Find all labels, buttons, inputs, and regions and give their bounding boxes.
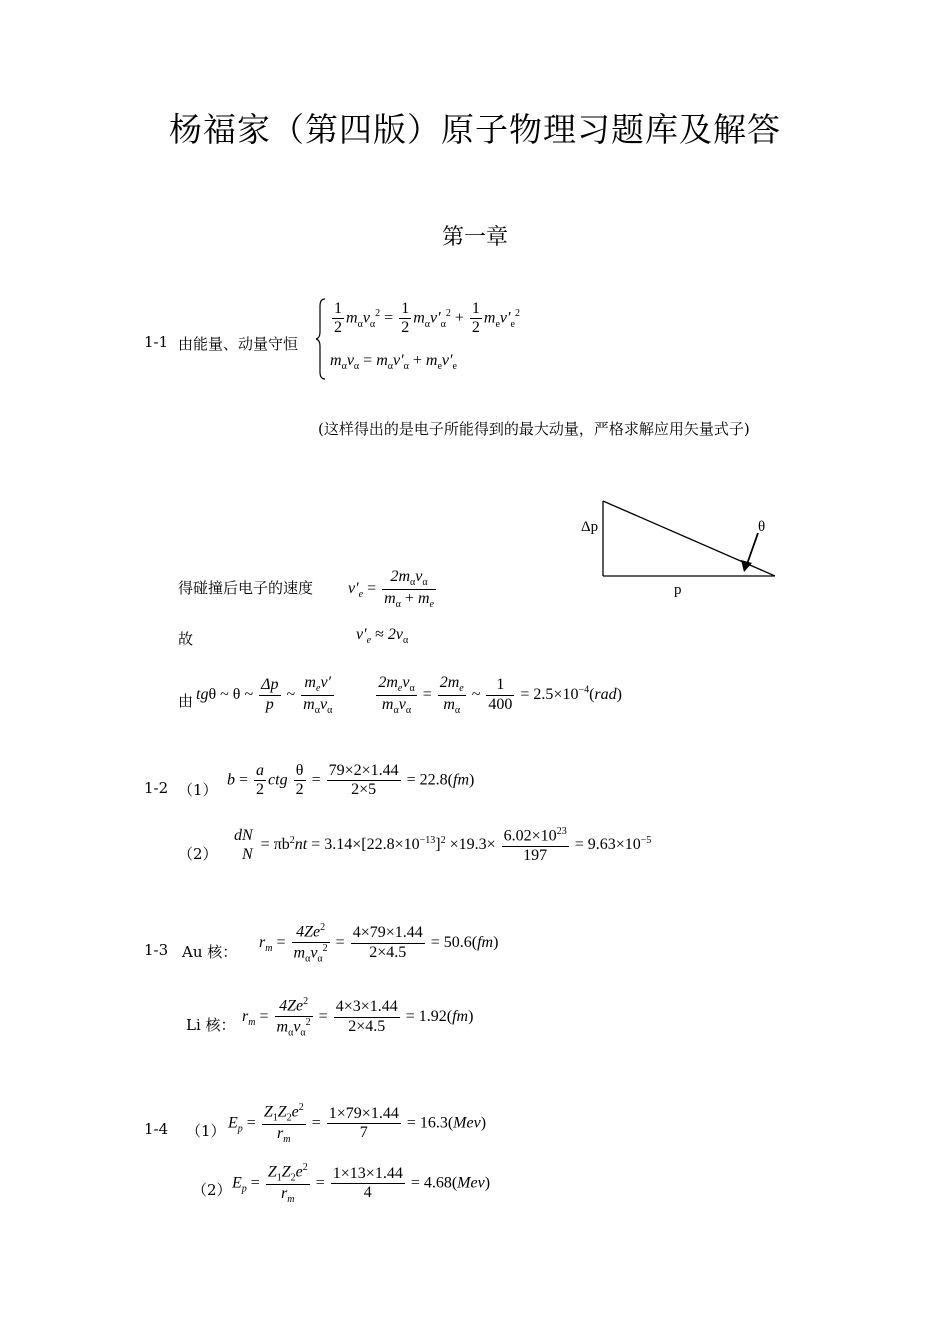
potential-energy-equation-2: $E_p$ = $\frac{Z_1Z_2e^2}{r_m}$ = $\frac{1\times 13\times 1.44}{4}$ = 4.68(Mev) — [232, 1162, 491, 1206]
nucleus-label-li: Li 核： — [186, 1016, 236, 1034]
angle-arrowhead — [741, 560, 752, 572]
energy-equation: $\frac{1}{2}$ $m_\alpha v_\alpha^2$ = $\frac{1}{2}$ $m_\alpha v'_\alpha^2$ + $\frac{1}{2}$ $m_ev'_e^2$ — [334, 300, 520, 337]
fraction-scattered-equation: dN N = $\pi b^2nt = 3.14\times[22.8\times 10^{-13}]^2 \times 19.3\times$ $\frac{6.02\times 10^{23}}{197}$ = $9.63\times 10^{-5}$ — [234, 826, 652, 864]
velocity-equation: $v'_e$ = $\frac{2m_\alpha v_\alpha}{m_\alpha + m_e}$ — [348, 568, 434, 610]
problem-number: 1-2 — [144, 779, 169, 797]
problem-number: 1-1 — [144, 333, 169, 351]
delta-p-label: Δp — [581, 519, 599, 535]
part-label: （1） — [186, 1122, 226, 1140]
chapter-heading: 第一章 — [441, 225, 508, 250]
part-label: （2） — [178, 845, 218, 863]
note-text: (这样得出的是电子所能得到的最大动量，严格求解应用矢量式子) — [318, 420, 750, 438]
so-equation: $v'_e \approx 2v_\alpha$ — [356, 626, 409, 647]
problem-number: 1-3 — [144, 941, 169, 959]
p-label: p — [674, 582, 682, 598]
momentum-triangle-diagram — [570, 495, 790, 600]
part-label: （1） — [178, 781, 218, 799]
problem-number: 1-4 — [144, 1120, 169, 1138]
theta-label: θ — [758, 519, 766, 535]
so-text: 故 — [178, 630, 194, 648]
momentum-equation: $m_\alpha v_\alpha = m_\alpha v'_\alpha + m_ev'_e$ — [330, 352, 457, 373]
au-closest-approach-equation: $r_m$ = $\frac{4Ze^2}{m_\alpha v_\alpha^2}$ = $\frac{4\times 79\times 1.44}{2\times 4.5}$ = 50.6(fm) — [259, 922, 499, 965]
potential-energy-equation-1: $E_p$ = $\frac{Z_1Z_2e^2}{r_m}$ = $\frac{1\times 79\times 1.44}{7}$ = 16.3(Mev) — [228, 1102, 487, 1146]
angle-equation: tgθ ~ θ ~ $\frac{\Delta p}{p}$ ~ $\frac{m_ev'}{m_\alpha v_\alpha}$ $\frac{2m_ev_\alpha}{m_\alpha v_\alpha}$ = $\frac{2m_e}{m_\alpha}$ ~ $\frac{1}{400}$ = $2.5\times 10^{-4}(rad)$ — [196, 674, 622, 716]
by-text: 由 — [178, 692, 194, 710]
velocity-text: 得碰撞后电子的速度 — [178, 579, 314, 597]
nucleus-label-au: Au 核： — [182, 943, 238, 961]
problem-text: 由能量、动量守恒 — [178, 335, 299, 353]
impact-parameter-equation: b = $\frac{a}{2}$ ctg $\frac{\theta}{2}$ = $\frac{79\times 2\times 1.44}{2\times 5}$ = 22.8(fm) — [227, 762, 475, 799]
li-closest-approach-equation: $r_m$ = $\frac{4Ze^2}{m_\alpha v_\alpha^2}$ = $\frac{4\times 3\times 1.44}{2\times 4.5}$ = 1.92(fm) — [242, 996, 474, 1039]
system-brace — [316, 298, 326, 380]
part-label: （2） — [192, 1181, 232, 1199]
page-title: 杨福家（第四版）原子物理习题库及解答 — [169, 110, 781, 149]
